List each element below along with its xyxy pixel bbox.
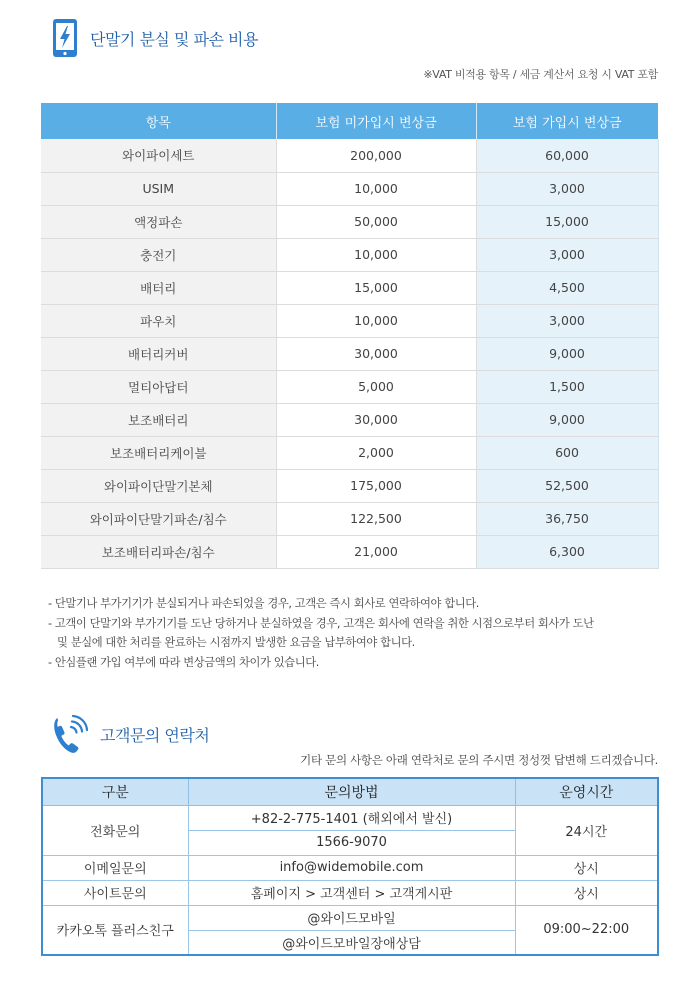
uninsured-amount: 200,000	[276, 139, 476, 172]
email-address[interactable]: info@widemobile.com	[188, 855, 515, 880]
item-name: 배터리커버	[41, 337, 276, 370]
uninsured-amount: 50,000	[276, 205, 476, 238]
section-title-text: 고객문의 연락처	[100, 725, 210, 745]
note-line: - 고객이 단말기와 부가기기를 도난 당하거나 분실하였을 경우, 고객은 회사에 연락을 취한 시점으로부터 회사가 도난	[48, 616, 594, 630]
contact-row-phone	[42, 805, 658, 830]
insured-amount: 52,500	[476, 469, 658, 502]
contact-row-email	[42, 855, 658, 880]
uninsured-amount: 122,500	[276, 502, 476, 535]
phone-label: 전화문의	[42, 805, 188, 855]
insured-amount: 9,000	[476, 403, 658, 436]
insured-amount: 4,500	[476, 271, 658, 304]
item-name: 와이파이단말기파손/침수	[41, 502, 276, 535]
table-row	[41, 337, 658, 370]
kakao-support-id[interactable]: @와이드모바일장애상담	[188, 930, 515, 955]
compensation-table	[41, 103, 659, 569]
item-name: 멀티아답터	[41, 370, 276, 403]
uninsured-amount: 5,000	[276, 370, 476, 403]
contact-note: 기타 문의 사항은 아래 연락처로 문의 주시면 정성껏 답변해 드리겠습니다.	[300, 753, 658, 767]
item-name: USIM	[41, 172, 276, 205]
section-title-text: 단말기 분실 및 파손 비용	[90, 29, 258, 49]
phone-domestic-number[interactable]: 1566-9070	[188, 830, 515, 855]
insured-amount: 60,000	[476, 139, 658, 172]
header-category: 구분	[42, 778, 188, 805]
table-row	[41, 403, 658, 436]
item-name: 와이파이세트	[41, 139, 276, 172]
table-row	[41, 436, 658, 469]
table-row	[41, 370, 658, 403]
uninsured-amount: 15,000	[276, 271, 476, 304]
email-hours: 상시	[515, 855, 658, 880]
item-name: 파우치	[41, 304, 276, 337]
site-label: 사이트문의	[42, 880, 188, 905]
note-line: - 단말기나 부가기기가 분실되거나 파손되었을 경우, 고객은 즉시 회사로 연락하여야 합니다.	[48, 597, 479, 610]
site-hours: 상시	[515, 880, 658, 905]
uninsured-amount: 175,000	[276, 469, 476, 502]
contact-row-kakao	[42, 905, 658, 930]
table-row	[41, 139, 658, 172]
insured-amount: 1,500	[476, 370, 658, 403]
contact-section-title	[52, 712, 209, 756]
kakao-id[interactable]: @와이드모바일	[188, 905, 515, 930]
header-uninsured: 보험 미가입시 변상금	[276, 103, 476, 139]
insured-amount: 600	[476, 436, 658, 469]
uninsured-amount: 10,000	[276, 304, 476, 337]
header-method: 문의방법	[188, 778, 515, 805]
item-name: 배터리	[41, 271, 276, 304]
table-row	[41, 469, 658, 502]
phone-hours: 24시간	[515, 805, 658, 855]
loss-damage-section-title	[52, 18, 258, 58]
note-line: - 안심플랜 가입 여부에 따라 변상금액의 차이가 있습니다.	[48, 655, 320, 669]
item-name: 보조배터리파손/침수	[41, 535, 276, 568]
insured-amount: 3,000	[476, 238, 658, 271]
insured-amount: 3,000	[476, 172, 658, 205]
header-item: 항목	[41, 103, 276, 139]
table-row	[41, 172, 658, 205]
insured-amount: 6,300	[476, 535, 658, 568]
kakao-label: 카카오톡 플러스친구	[42, 905, 188, 955]
table-header-row	[41, 103, 658, 139]
header-hours: 운영시간	[515, 778, 658, 805]
item-name: 와이파이단말기본체	[41, 469, 276, 502]
item-name: 보조배터리케이블	[41, 436, 276, 469]
contact-header-row	[42, 778, 658, 805]
item-name: 보조배터리	[41, 403, 276, 436]
insured-amount: 15,000	[476, 205, 658, 238]
note-line: 및 분실에 대한 처리를 완료하는 시점까지 발생한 요금을 납부하여야 합니다.	[57, 636, 415, 649]
phone-call-icon	[52, 712, 88, 756]
contact-table	[41, 777, 659, 956]
notes-block	[48, 594, 658, 672]
uninsured-amount: 21,000	[276, 535, 476, 568]
table-row	[41, 304, 658, 337]
uninsured-amount: 30,000	[276, 403, 476, 436]
item-name: 액정파손	[41, 205, 276, 238]
insured-amount: 36,750	[476, 502, 658, 535]
phone-overseas-number[interactable]: +82-2-775-1401 (해외에서 발신)	[188, 805, 515, 830]
email-label: 이메일문의	[42, 855, 188, 880]
uninsured-amount: 30,000	[276, 337, 476, 370]
table-row	[41, 238, 658, 271]
item-name: 충전기	[41, 238, 276, 271]
phone-charge-icon	[52, 18, 78, 58]
uninsured-amount: 2,000	[276, 436, 476, 469]
insured-amount: 9,000	[476, 337, 658, 370]
header-insured: 보험 가입시 변상금	[476, 103, 658, 139]
kakao-hours: 09:00~22:00	[515, 905, 658, 955]
table-row	[41, 502, 658, 535]
vat-note: ※VAT 비적용 항목 / 세금 계산서 요청 시 VAT 포함	[423, 68, 658, 81]
site-path[interactable]: 홈페이지 > 고객센터 > 고객게시판	[188, 880, 515, 905]
insured-amount: 3,000	[476, 304, 658, 337]
uninsured-amount: 10,000	[276, 238, 476, 271]
table-row	[41, 271, 658, 304]
table-row	[41, 535, 658, 568]
uninsured-amount: 10,000	[276, 172, 476, 205]
contact-row-site	[42, 880, 658, 905]
table-row	[41, 205, 658, 238]
